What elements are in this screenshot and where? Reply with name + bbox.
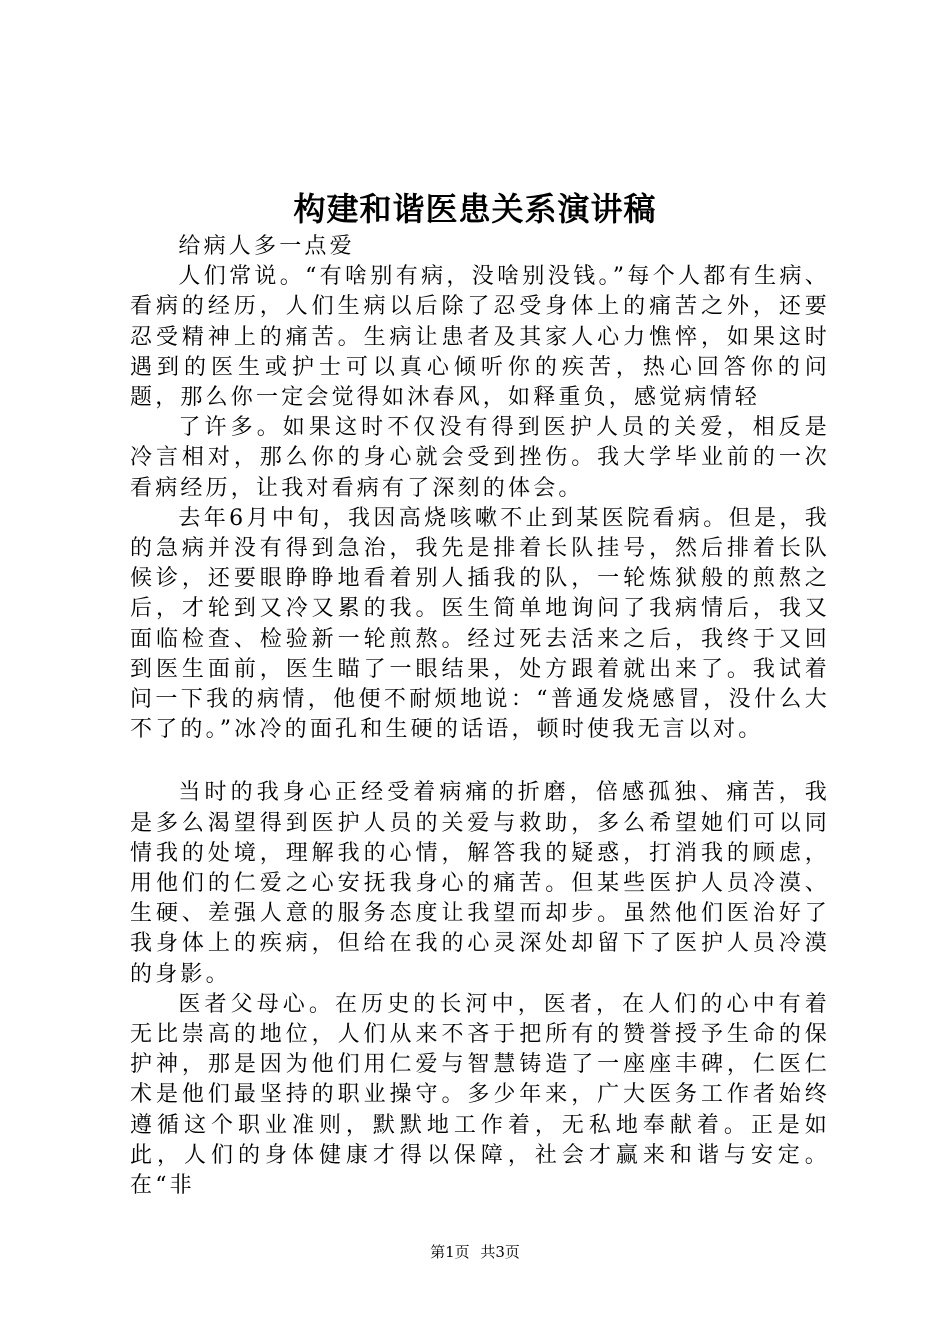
paragraph-subtitle: 给病人多一点爱 [178, 234, 355, 259]
page-title: 构建和谐医患关系演讲稿 [293, 190, 657, 228]
paragraph-gap [130, 745, 830, 778]
page-number: 第1页 [430, 1243, 470, 1261]
paragraph-1: 人们常说。“有啥别有病，没啥别没钱。”每个人都有生病、看病的经历，人们生病以后除了忍受身体上的痛苦之外，还要忍受精神上的痛苦。生病让患者及其家人心力憔悴，如果这时遇到的医生或护士可以真心倾听你的疾苦，热心回答你的问题，那么你一定会觉得如沐春风，如释重负，感觉病情轻 [130, 264, 830, 411]
page-footer [0, 1242, 950, 1262]
paragraph-3: 去年6月中旬，我因高烧咳嗽不止到某医院看病。但是，我的急病并没有得到急治，我先是排着长队挂号，然后排着长队候诊，还要眼睁睁地看着别人插我的队，一轮炼狱般的煎熬之后，才轮到又冷又累的我。医生简单地询问了我病情后，我又面临检查、检验新一轮煎熬。经过死去活来之后，我终于又回到医生面前，医生瞄了一眼结果，处方跟着就出来了。我试着问一下我的病情，他便不耐烦地说：“普通发烧感冒，没什么大不了的。”冰冷的面孔和生硬的话语，顿时使我无言以对。 [130, 505, 830, 743]
paragraph-5: 医者父母心。在历史的长河中，医者，在人们的心中有着无比崇高的地位，人们从来不吝于把所有的赞誉授予生命的保护神，那是因为他们用仁爱与智慧铸造了一座座丰碑，仁医仁术是他们最坚持的职业操守。多少年来，广大医务工作者始终遵循这个职业准则，默默地工作着，无私地奉献着。正是如此，人们的身体健康才得以保障，社会才赢来和谐与安定。在“非 [130, 991, 830, 1199]
paragraph-2: 了许多。如果这时不仅没有得到医护人员的关爱，相反是冷言相对，那么你的身心就会受到挫伤。我大学毕业前的一次看病经历，让我对看病有了深刻的体会。 [130, 415, 830, 501]
paragraph-4: 当时的我身心正经受着病痛的折磨，倍感孤独、痛苦，我是多么渴望得到医护人员的关爱与救助，多么希望她们可以同情我的处境，理解我的心情，解答我的疑惑，打消我的顾虑，用他们的仁爱之心安抚我身心的痛苦。但某些医护人员冷漠、生硬、差强人意的服务态度让我望而却步。虽然他们医治好了我身体上的疾病，但给在我的心灵深处却留下了医护人员冷漠的身影。 [130, 780, 830, 987]
page-total: 共3页 [480, 1243, 520, 1261]
document-body [130, 232, 830, 1201]
